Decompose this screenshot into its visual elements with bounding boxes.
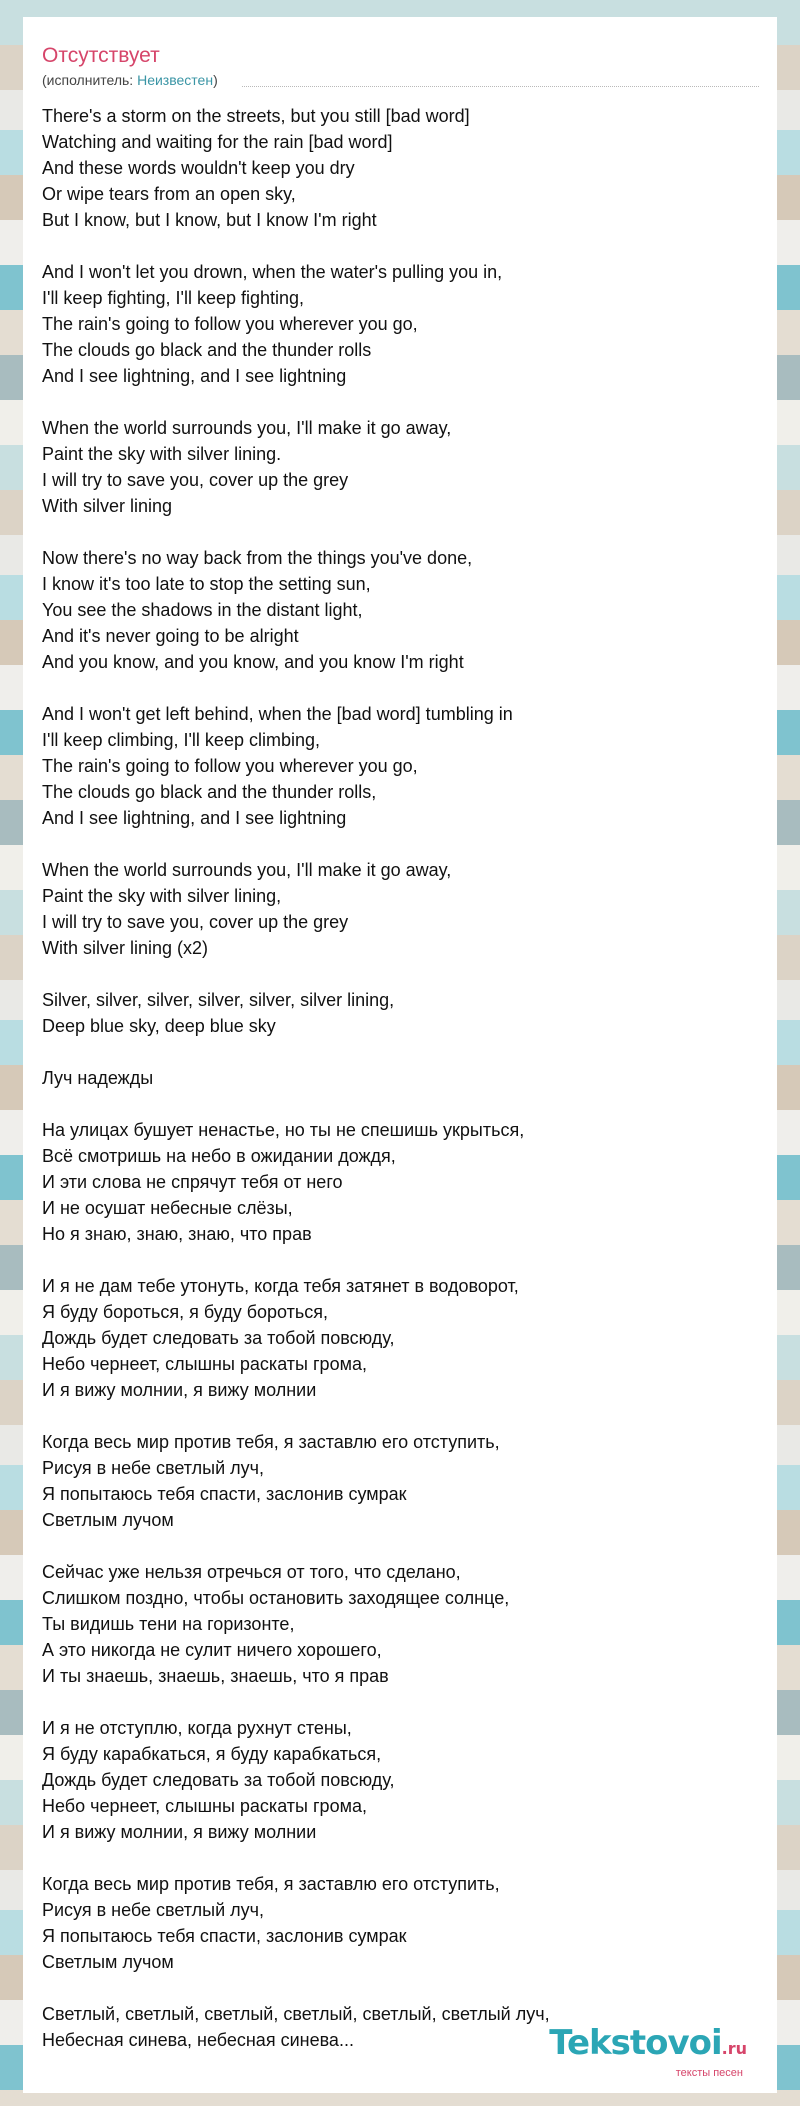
lyrics-stanza <box>42 1871 777 1975</box>
lyrics-line: You see the shadows in the distant light, <box>42 600 363 620</box>
lyrics-line: Светлым лучом <box>42 1952 174 1972</box>
artist-link[interactable]: Неизвестен <box>137 72 214 88</box>
lyrics-line: When the world surrounds you, I'll make it go away, <box>42 418 452 438</box>
logo-tagline: тексты песен <box>675 2067 743 2079</box>
artist-suffix: ) <box>213 72 218 88</box>
lyrics-line: Небесная синева, небесная синева... <box>42 2030 354 2050</box>
lyrics-line: Я буду карабкаться, я буду карабкаться, <box>42 1744 382 1764</box>
lyrics-line: Небо чернеет, слышны раскаты грома, <box>42 1796 367 1816</box>
logo-tld: .ru <box>721 2039 747 2058</box>
lyrics-line: Ты видишь тени на горизонте, <box>42 1614 295 1634</box>
lyrics-line: And I won't let you drown, when the water's pulling you in, <box>42 262 503 282</box>
lyrics-line: Deep blue sky, deep blue sky <box>42 1016 276 1036</box>
lyrics-stanza <box>42 1117 777 1247</box>
lyrics-stanza <box>42 857 777 961</box>
lyrics-line: I will try to save you, cover up the grey <box>42 470 349 490</box>
lyrics-line: Когда весь мир против тебя, я заставлю его отступить, <box>42 1432 500 1452</box>
lyrics-line: Когда весь мир против тебя, я заставлю его отступить, <box>42 1874 500 1894</box>
lyrics-line: There's a storm on the streets, but you still [bad word] <box>42 106 470 126</box>
lyrics-line: And I won't get left behind, when the [bad word] tumbling in <box>42 704 513 724</box>
lyrics-line: Сейчас уже нельзя отречься от того, что сделано, <box>42 1562 461 1582</box>
lyrics-line: И я не отступлю, когда рухнут стены, <box>42 1718 352 1738</box>
lyrics-line: Or wipe tears from an open sky, <box>42 184 296 204</box>
dotted-divider <box>242 86 759 87</box>
artist-prefix: (исполнитель: <box>42 72 138 88</box>
lyrics-stanza <box>42 545 777 675</box>
lyrics-line: Светлый, светлый, светлый, светлый, светлый, светлый луч, <box>42 2004 550 2024</box>
lyrics-line: And it's never going to be alright <box>42 626 299 646</box>
lyrics-line: Я попытаюсь тебя спасти, заслонив сумрак <box>42 1484 407 1504</box>
lyrics-line: I'll keep climbing, I'll keep climbing, <box>42 730 320 750</box>
lyrics-line: Я буду бороться, я буду бороться, <box>42 1302 329 1322</box>
lyrics-line: Now there's no way back from the things you've done, <box>42 548 473 568</box>
lyrics-line: I'll keep fighting, I'll keep fighting, <box>42 288 305 308</box>
lyrics-line: Silver, silver, silver, silver, silver, silver lining, <box>42 990 395 1010</box>
lyrics-line: И ты знаешь, знаешь, знаешь, что я прав <box>42 1666 389 1686</box>
lyrics-line: Луч надежды <box>42 1068 154 1088</box>
lyrics-line: Paint the sky with silver lining, <box>42 886 282 906</box>
lyrics-line: Watching and waiting for the rain [bad word] <box>42 132 393 152</box>
lyrics-stanza <box>42 1429 777 1533</box>
lyrics-line: И эти слова не спрячут тебя от него <box>42 1172 343 1192</box>
lyrics-line: Небо чернеет, слышны раскаты грома, <box>42 1354 367 1374</box>
lyrics-stanza <box>42 415 777 519</box>
lyrics-stanza <box>42 1559 777 1689</box>
lyrics-line: And you know, and you know, and you know I'm right <box>42 652 464 672</box>
song-title: Отсутствует <box>42 44 160 67</box>
lyrics-line: Рисуя в небе светлый луч, <box>42 1458 265 1478</box>
site-logo[interactable] <box>549 2025 747 2079</box>
lyrics-line: Paint the sky with silver lining. <box>42 444 282 464</box>
lyrics-stanza <box>42 259 777 389</box>
lyrics-line: The rain's going to follow you wherever you go, <box>42 756 418 776</box>
lyrics-line: And these words wouldn't keep you dry <box>42 158 355 178</box>
artist-line <box>42 71 777 93</box>
lyrics-body <box>42 103 777 2053</box>
lyrics-stanza <box>42 987 777 1039</box>
logo-name: Tekstovoi <box>549 2023 722 2063</box>
lyrics-line: И я вижу молнии, я вижу молнии <box>42 1380 317 1400</box>
lyrics-line: With silver lining (x2) <box>42 938 209 958</box>
lyrics-line: The rain's going to follow you wherever you go, <box>42 314 418 334</box>
lyrics-line: When the world surrounds you, I'll make it go away, <box>42 860 452 880</box>
lyrics-line: I will try to save you, cover up the grey <box>42 912 349 932</box>
lyrics-line: With silver lining <box>42 496 173 516</box>
lyrics-line: Всё смотришь на небо в ожидании дождя, <box>42 1146 396 1166</box>
lyrics-line: Я попытаюсь тебя спасти, заслонив сумрак <box>42 1926 407 1946</box>
lyrics-line: Рисуя в небе светлый луч, <box>42 1900 265 1920</box>
lyrics-stanza <box>42 701 777 831</box>
lyrics-line: The clouds go black and the thunder rolls <box>42 340 372 360</box>
lyrics-line: Но я знаю, знаю, знаю, что прав <box>42 1224 312 1244</box>
lyrics-line: На улицах бушует ненастье, но ты не спешишь укрыться, <box>42 1120 525 1140</box>
lyrics-line: И я не дам тебе утонуть, когда тебя затянет в водоворот, <box>42 1276 519 1296</box>
lyrics-line: Светлым лучом <box>42 1510 174 1530</box>
lyrics-line: The clouds go black and the thunder rolls, <box>42 782 377 802</box>
lyrics-line: Дождь будет следовать за тобой повсюду, <box>42 1328 395 1348</box>
lyrics-line: И я вижу молнии, я вижу молнии <box>42 1822 317 1842</box>
lyrics-line: А это никогда не сулит ничего хорошего, <box>42 1640 382 1660</box>
lyrics-line: И не осушат небесные слёзы, <box>42 1198 293 1218</box>
lyrics-stanza <box>42 1273 777 1403</box>
lyrics-line: Слишком поздно, чтобы остановить заходящее солнце, <box>42 1588 510 1608</box>
lyrics-stanza <box>42 103 777 233</box>
lyrics-line: And I see lightning, and I see lightning <box>42 366 347 386</box>
lyrics-line: But I know, but I know, but I know I'm right <box>42 210 377 230</box>
lyrics-card <box>23 17 777 2093</box>
lyrics-stanza <box>42 1065 777 1091</box>
lyrics-line: Дождь будет следовать за тобой повсюду, <box>42 1770 395 1790</box>
lyrics-line: And I see lightning, and I see lightning <box>42 808 347 828</box>
lyrics-line: I know it's too late to stop the setting sun, <box>42 574 371 594</box>
lyrics-stanza <box>42 1715 777 1845</box>
